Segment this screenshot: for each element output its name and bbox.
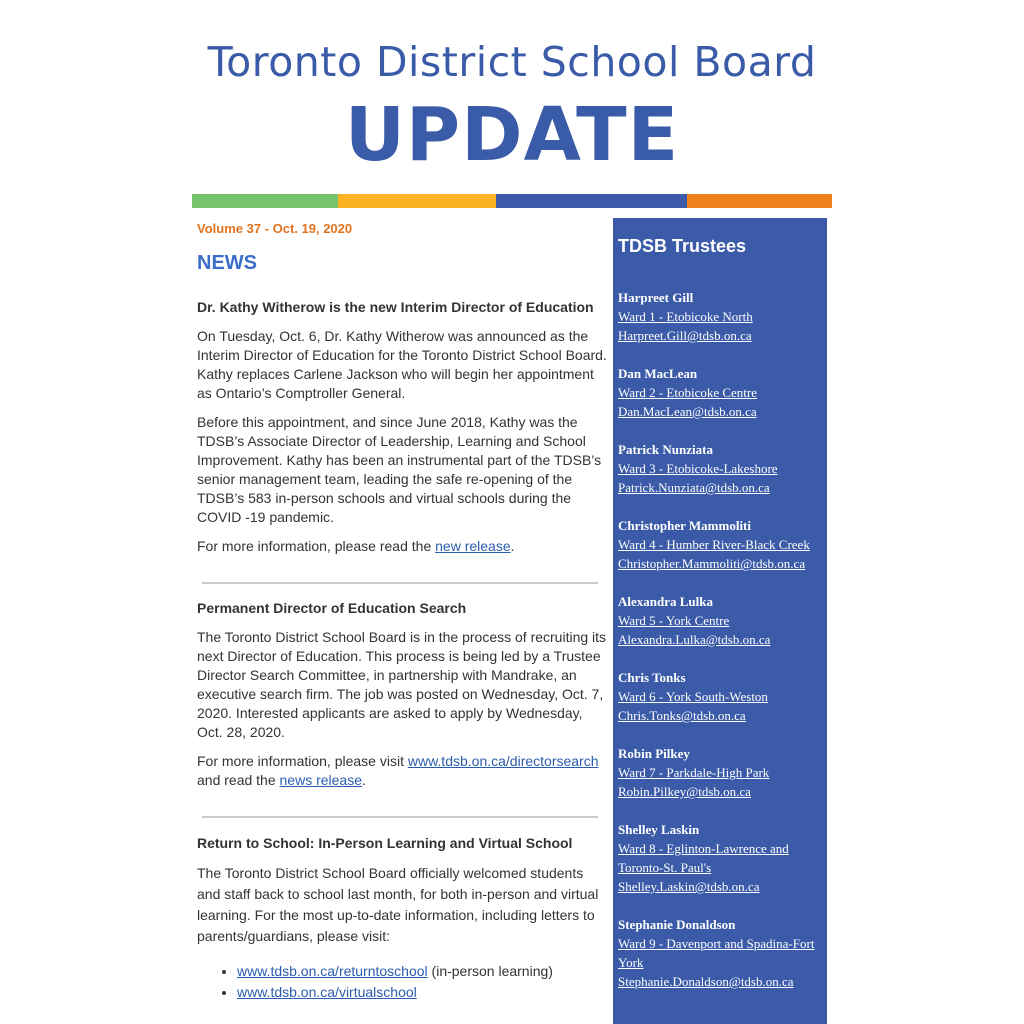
masthead-update: UPDATE [344,92,680,178]
return-to-school-link[interactable]: www.tdsb.on.ca/returntoschool [237,963,428,979]
color-bar-segment [496,194,687,208]
trustee-entry [618,915,824,991]
email-link[interactable]: Christopher.Mammoliti@tdsb.on.ca [618,556,806,571]
color-bar-segment [192,194,338,208]
article-paragraph: On Tuesday, Oct. 6, Dr. Kathy Witherow was announced as the Interim Director of Education for the Toronto District School Board. Kathy replaces Carlene Jackson who will begin her appointment as Ontario’s Comptroller General. [197,328,607,401]
trustee-name: Alexandra Lulka [618,594,713,609]
trustee-entry [618,516,824,573]
article-title: Permanent Director of Education Search [197,600,467,616]
main-column [197,218,607,1003]
punctuation: . [362,772,366,788]
article-paragraph: The Toronto District School Board is in the process of recruiting its next Director of Education. This process is being led by a Trustee Director Search Committee, in partnership with Mandrake, an executive search firm. The job was posted on Wednesday, Oct. 7, 2020. Interested applicants are asked to apply by Wednesday, Oct. 28, 2020. [197,629,607,740]
list-item [237,961,607,982]
trustees-sidebar [613,218,827,1024]
trustee-entry [618,364,824,421]
email-link[interactable]: Robin.Pilkey@tdsb.on.ca [618,784,751,799]
more-info-text: For more information, please read the [197,538,436,554]
ward-link[interactable]: Ward 5 - York Centre [618,613,730,628]
link-note: (in-person learning) [427,963,553,979]
new-release-link[interactable]: new release [435,538,511,554]
email-link[interactable]: Chris.Tonks@tdsb.on.ca [618,708,746,723]
email-link[interactable]: Alexandra.Lulka@tdsb.on.ca [618,632,771,647]
trustee-entry [618,288,824,345]
trustee-name: Patrick Nunziata [618,442,713,457]
trustee-entry [618,440,824,497]
trustee-name: Stephanie Donaldson [618,917,736,932]
ward-link[interactable]: Ward 4 - Humber River-Black Creek [618,537,810,552]
color-bar-segment [338,194,496,208]
masthead-title: Toronto District School Board [207,38,817,86]
trustee-name: Robin Pilkey [618,746,690,761]
trustee-name: Harpreet Gill [618,290,694,305]
color-bar [192,194,832,208]
email-link[interactable]: Shelley.Laskin@tdsb.on.ca [618,879,760,894]
trustee-entry [618,592,824,649]
ward-link[interactable]: Ward 2 - Etobicoke Centre [618,385,758,400]
article-paragraph: Before this appointment, and since June 2018, Kathy was the TDSB’s Associate Director of Leadership, Learning and School Improvement. Kathy has been an instrumental part of the TDSB’s senior management team, leading the safe re-opening of the TDSB’s 583 in-person schools and virtual schools during the COVID -19 pandemic. [197,414,602,525]
more-info-paragraph [197,537,607,556]
ward-link[interactable]: Ward 8 - Eglinton-Lawrence and Toronto-St. Paul's [618,841,789,875]
director-search-link[interactable]: www.tdsb.on.ca/directorsearch [407,753,599,769]
trustee-name: Shelley Laskin [618,822,700,837]
section-heading-news: NEWS [197,252,257,274]
color-bar-segment [687,194,832,208]
punctuation: . [510,538,515,554]
trustee-name: Dan MacLean [618,366,698,381]
email-link[interactable]: Harpreet.Gill@tdsb.on.ca [618,328,752,343]
article-paragraph: The Toronto District School Board officially welcomed students and staff back to school last month, for both in-person and virtual learning. For the most up-to-date information, including letters to parents/guardians, please visit: [197,865,599,944]
email-link[interactable]: Dan.MacLean@tdsb.on.ca [618,404,757,419]
sidebar-title: TDSB Trustees [618,236,747,256]
ward-link[interactable]: Ward 9 - Davenport and Spadina-Fort York [618,936,815,970]
ward-link[interactable]: Ward 7 - Parkdale-High Park [618,765,770,780]
email-link[interactable]: Stephanie.Donaldson@tdsb.on.ca [618,974,794,989]
trustee-name: Chris Tonks [618,670,686,685]
trustee-name: Christopher Mammoliti [618,518,751,533]
email-link[interactable]: Patrick.Nunziata@tdsb.on.ca [618,480,770,495]
ward-link[interactable]: Ward 3 - Etobicoke-Lakeshore [618,461,778,476]
divider [202,582,598,584]
trustee-entry [618,744,824,801]
virtual-school-link[interactable]: www.tdsb.on.ca/virtualschool [237,984,417,1000]
article-title: Dr. Kathy Witherow is the new Interim Director of Education [197,299,594,315]
more-info-text: and read the [197,772,280,788]
trustee-list [618,288,824,1010]
news-release-link[interactable]: news release [279,772,363,788]
ward-link[interactable]: Ward 1 - Etobicoke North [618,309,753,324]
volume-date: Volume 37 - Oct. 19, 2020 [197,221,353,236]
trustee-entry [618,820,824,896]
more-info-paragraph [197,752,607,790]
more-info-text: For more information, please visit [197,753,408,769]
trustee-entry [618,668,824,725]
list-item [237,982,607,1003]
article-title: Return to School: In-Person Learning and Virtual School [197,835,573,851]
divider [202,816,598,818]
ward-link[interactable]: Ward 6 - York South-Weston [618,689,768,704]
link-list [197,961,607,1003]
